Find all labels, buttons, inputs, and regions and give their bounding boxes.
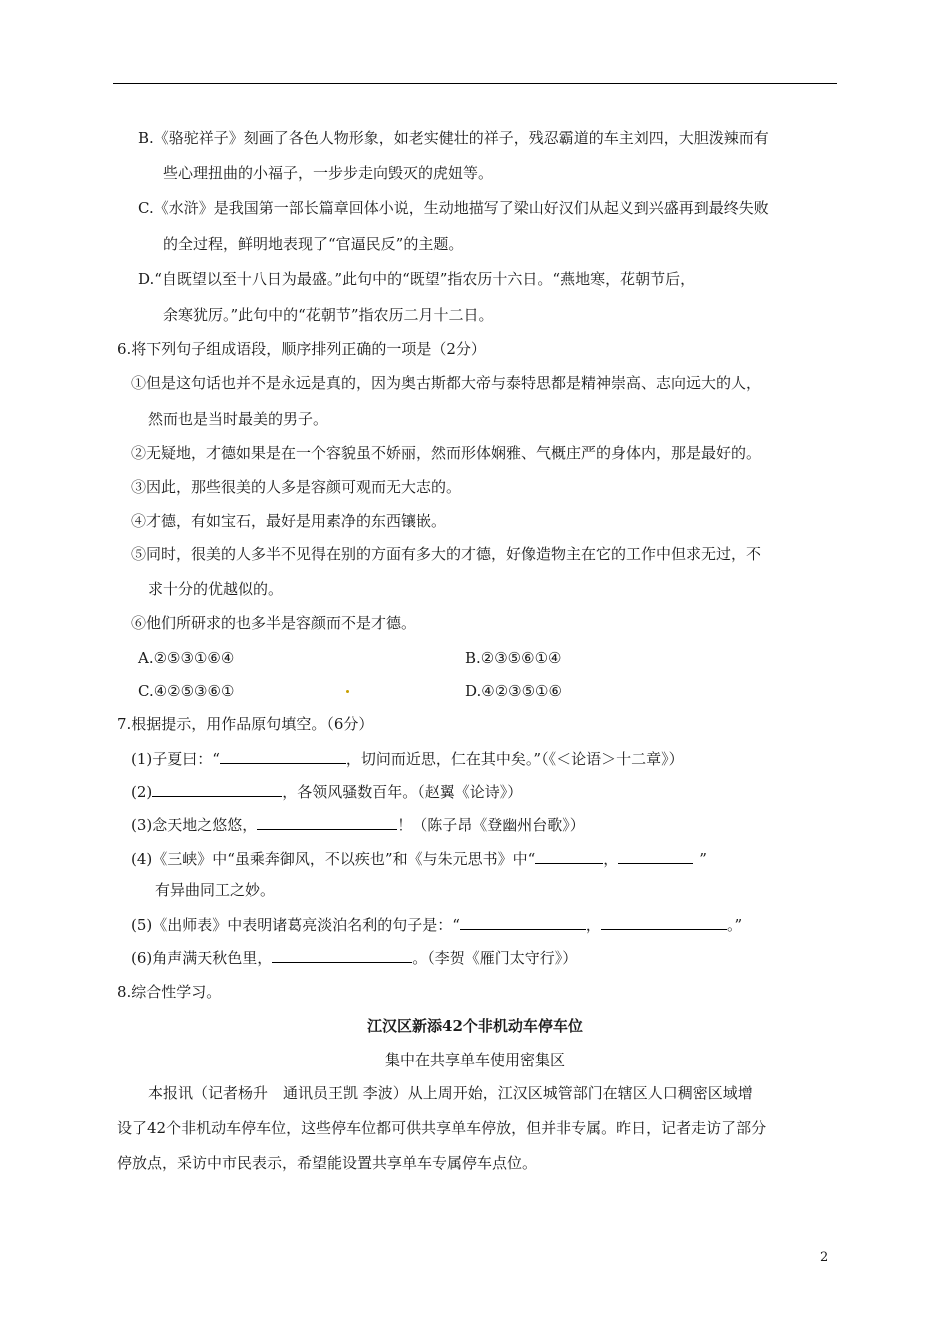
q6-option-a: A.②⑤③①⑥④ [138, 649, 235, 667]
q5-option-c-line1: C.《水浒》是我国第一部长篇章回体小说，生动地描写了梁山好汉们从起义到兴盛再到最终失败 [138, 199, 769, 217]
q7-item-4-close-quote: ” [699, 850, 707, 868]
article-title: 江汉区新添42个非机动车停车位 [367, 1017, 583, 1035]
q7-item-5-suffix: 。” [726, 916, 743, 934]
q6-sentence-3: ③因此，那些很美的人多是容颜可观而无大志的。 [131, 478, 462, 496]
q7-item-3-suffix: ！（陈子昂《登幽州台歌》） [397, 816, 585, 834]
q7-item-6-prefix: (6)角声满天秋色里， [131, 949, 273, 967]
q7-item-1-blank[interactable] [220, 748, 346, 764]
q7-item-1 [131, 748, 684, 769]
article-paragraph-line2: 设了42个非机动车停车位，这些停车位都可供共享单车停放，但并非专属。昨日，记者走访了部分 [117, 1119, 767, 1137]
q7-item-6-blank[interactable] [272, 947, 412, 963]
q7-stem: 7.根据提示，用作品原句填空。（6分） [117, 715, 374, 733]
q7-item-5-blank-1[interactable] [460, 914, 586, 930]
q6-stem: 6.将下列句子组成语段，顺序排列正确的一项是（2分） [117, 340, 486, 358]
q6-sentence-1-line2: 然而也是当时最美的男子。 [148, 410, 329, 428]
article-paragraph-line1: 本报讯（记者杨升 通讯员王凯 李波）从上周开始，江汉区城管部门在辖区人口稠密区域增 [148, 1084, 753, 1102]
q7-item-3 [131, 814, 585, 835]
q7-item-1-suffix: ，切问而近思，仁在其中矣。”（《＜论语＞十二章》） [345, 750, 684, 768]
q7-item-3-prefix: (3)念天地之悠悠， [131, 816, 258, 834]
q6-option-c: C.④②⑤③⑥① [138, 682, 235, 700]
q7-item-5-comma: ， [585, 916, 601, 934]
q5-option-d-line1: D.“自既望以至十八日为最盛。”此句中的“既望”指农历十六日。“燕地寒，花朝节后， [138, 270, 696, 288]
q6-sentence-4: ④才德，有如宝石，最好是用素净的东西镶嵌。 [131, 512, 447, 530]
page-number: 2 [820, 1250, 829, 1265]
q7-item-4-comma: ， [603, 850, 619, 868]
q7-item-3-blank[interactable] [257, 814, 397, 830]
q6-sentence-6: ⑥他们所研求的也多半是容颜而不是才德。 [131, 614, 417, 632]
stray-mark [346, 690, 349, 693]
header-rule [113, 83, 837, 84]
q7-item-4-blank-1[interactable] [535, 848, 603, 864]
q5-option-c-line2: 的全过程，鲜明地表现了“官逼民反”的主题。 [163, 235, 464, 253]
article-subtitle: 集中在共享单车使用密集区 [384, 1051, 565, 1069]
q6-sentence-2: ②无疑地，才德如果是在一个容貌虽不娇丽，然而形体娴雅、气概庄严的身体内，那是最好的。 [131, 444, 762, 462]
q7-item-4-blank-2[interactable] [618, 848, 693, 864]
q7-item-5-prefix: (5)《出师表》中表明诸葛亮淡泊名利的句子是：“ [131, 916, 460, 934]
q7-item-5-blank-2[interactable] [601, 914, 727, 930]
q7-item-4-prefix: (4)《三峡》中“虽乘奔御风，不以疾也”和《与朱元思书》中“ [131, 850, 536, 868]
q6-option-b: B.②③⑤⑥①④ [465, 649, 562, 667]
q6-sentence-1-line1: ①但是这句话也并不是永远是真的，因为奥古斯都大帝与泰特思都是精神崇高、志向远大的人， [131, 374, 762, 392]
q7-item-4-line1 [131, 848, 707, 869]
q6-sentence-5-line2: 求十分的优越似的。 [148, 580, 284, 598]
q7-item-2-prefix: (2) [131, 783, 153, 801]
q7-item-4-line2: 有异曲同工之妙。 [155, 881, 276, 899]
q7-item-5 [131, 914, 742, 935]
q7-item-2 [131, 781, 522, 802]
q7-item-1-prefix: (1)子夏曰：“ [131, 750, 220, 768]
q7-item-6-suffix: 。（李贺《雁门太守行》） [412, 949, 578, 967]
q7-item-2-suffix: ，各领风骚数百年。（赵翼《论诗》） [282, 783, 523, 801]
article-paragraph-line3: 停放点，采访中市民表示，希望能设置共享单车专属停车点位。 [117, 1154, 538, 1172]
q8-stem: 8.综合性学习。 [117, 983, 222, 1001]
q5-option-d-line2: 余寒犹厉。”此句中的“花朝节”指农历二月十二日。 [163, 306, 494, 324]
q7-item-6 [131, 947, 577, 968]
q6-option-d: D.④②③⑤①⑥ [465, 682, 562, 700]
q5-option-b-line1: B.《骆驼祥子》刻画了各色人物形象，如老实健壮的祥子，残忍霸道的车主刘四，大胆泼辣而有 [138, 129, 769, 147]
q5-option-b-line2: 些心理扭曲的小福子，一步步走向毁灭的虎妞等。 [163, 164, 494, 182]
q6-sentence-5-line1: ⑤同时，很美的人多半不见得在别的方面有多大的才德，好像造物主在它的工作中但求无过，不 [131, 545, 762, 563]
q7-item-2-blank[interactable] [152, 781, 282, 797]
